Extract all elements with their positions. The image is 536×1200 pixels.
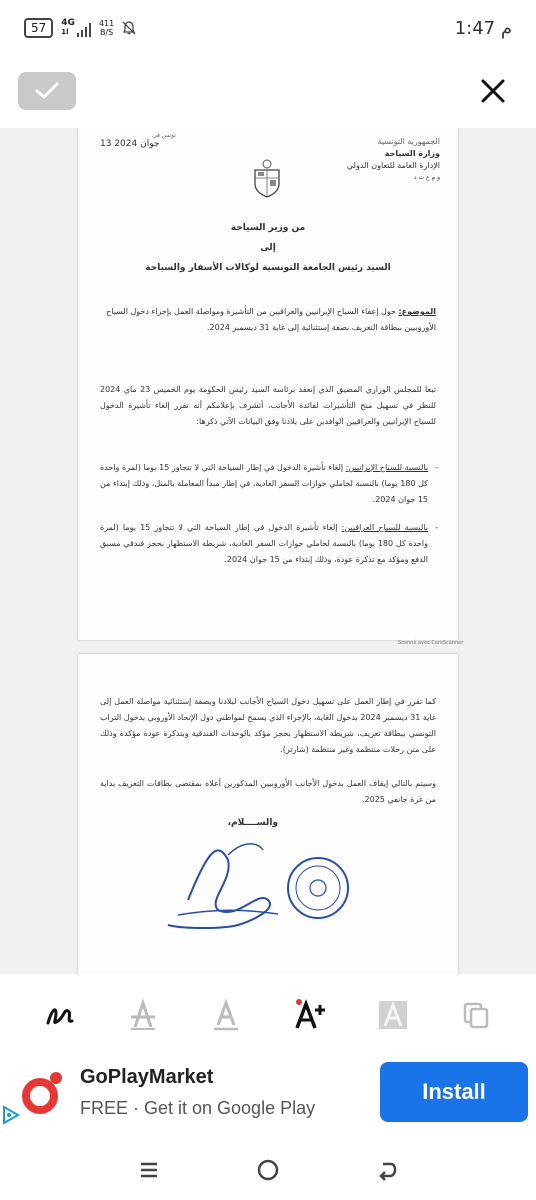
network-indicator <box>61 19 91 37</box>
viewer-top-bar <box>0 60 536 128</box>
bullet-text: إلغاء تأشيرة الدخول في إطار السياحة التي لا تتجاوز 15 يوما (لمرة واحدة كل 180 يوما) بالنسبة لحاملي جوازات السفر العادية، في إطار مبدأ المعاملة بالمثل، وذلك إبتداء من 15 جوان 2024. <box>100 463 428 504</box>
network-type: 4G <box>61 18 75 28</box>
letterhead-line: وزارة السياحة <box>384 149 440 158</box>
document-viewer[interactable] <box>0 128 536 974</box>
network-sub: 1l <box>61 28 69 36</box>
letter-salutation: والســــلام، <box>227 818 278 828</box>
letter-paragraph: وسيتم بالتالي إيقاف العمل بدخول الأجانب الأوروبيين المذكورين أعلاه بمقتضى بطاقات التعريف بداية من غرة جانفي 2025. <box>100 779 436 804</box>
subject-label: الموضوع: <box>398 307 436 316</box>
letter-from: من وزير السياحة <box>230 223 306 233</box>
speed-unit: B/S <box>99 28 114 37</box>
underline-icon <box>210 999 242 1031</box>
letter-subject <box>100 304 436 336</box>
letterhead-line: الإدارة العامة للتعاون الدولي <box>346 161 440 170</box>
mute-bell-icon <box>122 21 136 35</box>
letter-paragraph: تبعا للمجلس الوزاري المضيق الذي إنعقد برئاسة السيد رئيس الحكومة يوم الخميس 23 ماي 2024 للنظر في تسهيل منح التأشيرات لفائدة الأجانب، أتشرف بإعلامكم أنه تقرر إلغاء تأشيرة الدخول للسياح الإيرانيين والعراقيين الوافدين على بلادنا وفق البيانات الآتي ذكرها: <box>100 385 436 426</box>
clock: 1:47 م <box>454 17 512 39</box>
strikethrough-icon <box>127 999 159 1031</box>
copy-tool-button[interactable] <box>456 995 496 1035</box>
battery-indicator: 57 <box>24 18 53 38</box>
subject-text: حول إعفاء السياح الإيرانيين والعراقيين من التأشيرة ومواصلة العمل بإجراء دخول السياح الأوروبيين ببطاقة التعريف بصفة إستثنائية إلى غاية 31 ديسمبر 2024. <box>106 307 436 332</box>
underline-tool-button[interactable] <box>206 995 246 1035</box>
letter-bullet-iraq <box>100 520 428 568</box>
goplaymarket-logo-icon <box>18 1068 66 1116</box>
status-left <box>24 18 136 38</box>
close-button[interactable] <box>478 76 508 106</box>
letter-paragraph: كما تقرر في إطار العمل على تسهيل دخول السياح الأجانب لبلادنا وبصفة إستثنائية مواصلة العمل إلى غاية 31 ديسمبر 2024 بدخول الغاية، بالإجراء الذي يسمح لمواطني دول الإتحاد الأوروبي بدخول التراب التونسي ببطاقة تعريف، شريطة الاستظهار بحجز مؤكد بالوحدات الفندقية وبتذكرة عودة مؤكدة وذلك على متن رحلات منتظمة وغير منتظمة (شارتر). <box>100 697 436 754</box>
letter-date <box>100 132 176 149</box>
bullet-text: إلغاء تأشيرة الدخول في إطار السياحة التي لا تتجاوز 15 يوما (لمرة واحدة كل 180 يوما) بالنسبة لحاملي جوازات السفر العادية، شريطة الاستظهار بحجز فندقي مسبق الدفع ومؤكد مع تذكرة عودة، وذلك إبتداء من 15 جوان 2024. <box>100 523 428 564</box>
highlight-icon <box>377 999 409 1031</box>
strikethrough-tool-button[interactable] <box>123 995 163 1035</box>
scan-watermark: Scanné avec CamScanner <box>398 640 464 646</box>
install-button[interactable]: Install <box>380 1062 528 1122</box>
document-page-2 <box>78 654 458 974</box>
document-page-1 <box>78 128 458 640</box>
letterhead-line: و م ع ت د <box>413 174 440 181</box>
close-icon <box>478 76 508 106</box>
coat-of-arms-emblem <box>250 158 284 198</box>
text-size-tool-button[interactable] <box>290 995 330 1035</box>
bullet-label: بالنسبة للسياح العراقيين: <box>341 523 429 532</box>
check-icon <box>34 81 60 101</box>
letter-date-text: 13 جوان 2024 <box>100 139 160 149</box>
data-speed <box>99 19 114 37</box>
letter-to: إلى <box>260 243 276 253</box>
back-icon[interactable] <box>375 1158 399 1182</box>
adchoices-icon[interactable] <box>0 1104 22 1126</box>
text-plus-icon <box>293 998 327 1032</box>
ad-banner[interactable] <box>0 1056 536 1136</box>
highlight-tool-button[interactable] <box>373 995 413 1035</box>
ad-title: GoPlayMarket <box>80 1066 214 1088</box>
letter-city: تونس في <box>152 132 176 139</box>
copy-icon <box>461 1000 491 1030</box>
system-navigation-bar <box>0 1140 536 1200</box>
bullet-label: بالنسبة للسياح الإيرانيين: <box>345 463 429 472</box>
recent-apps-icon[interactable] <box>137 1158 161 1182</box>
letter-recipient: السيد رئيس الجامعة التونسية لوكالات الأسفار والسياحة <box>145 263 391 273</box>
pen-icon <box>44 999 76 1031</box>
signal-icon <box>77 23 91 37</box>
status-bar <box>0 0 536 56</box>
ad-subtitle: FREE · Get it on Google Play <box>80 1098 316 1118</box>
letterhead <box>347 136 440 184</box>
letter-bullet-iran <box>100 460 428 508</box>
signature-and-stamp <box>118 830 418 940</box>
speed-value: 411 <box>98 19 115 28</box>
home-icon[interactable] <box>255 1157 281 1183</box>
confirm-button[interactable] <box>18 72 76 110</box>
pen-tool-button[interactable] <box>40 995 80 1035</box>
letterhead-line: الجمهورية التونسية <box>377 137 440 146</box>
annotation-toolbar <box>0 984 536 1046</box>
